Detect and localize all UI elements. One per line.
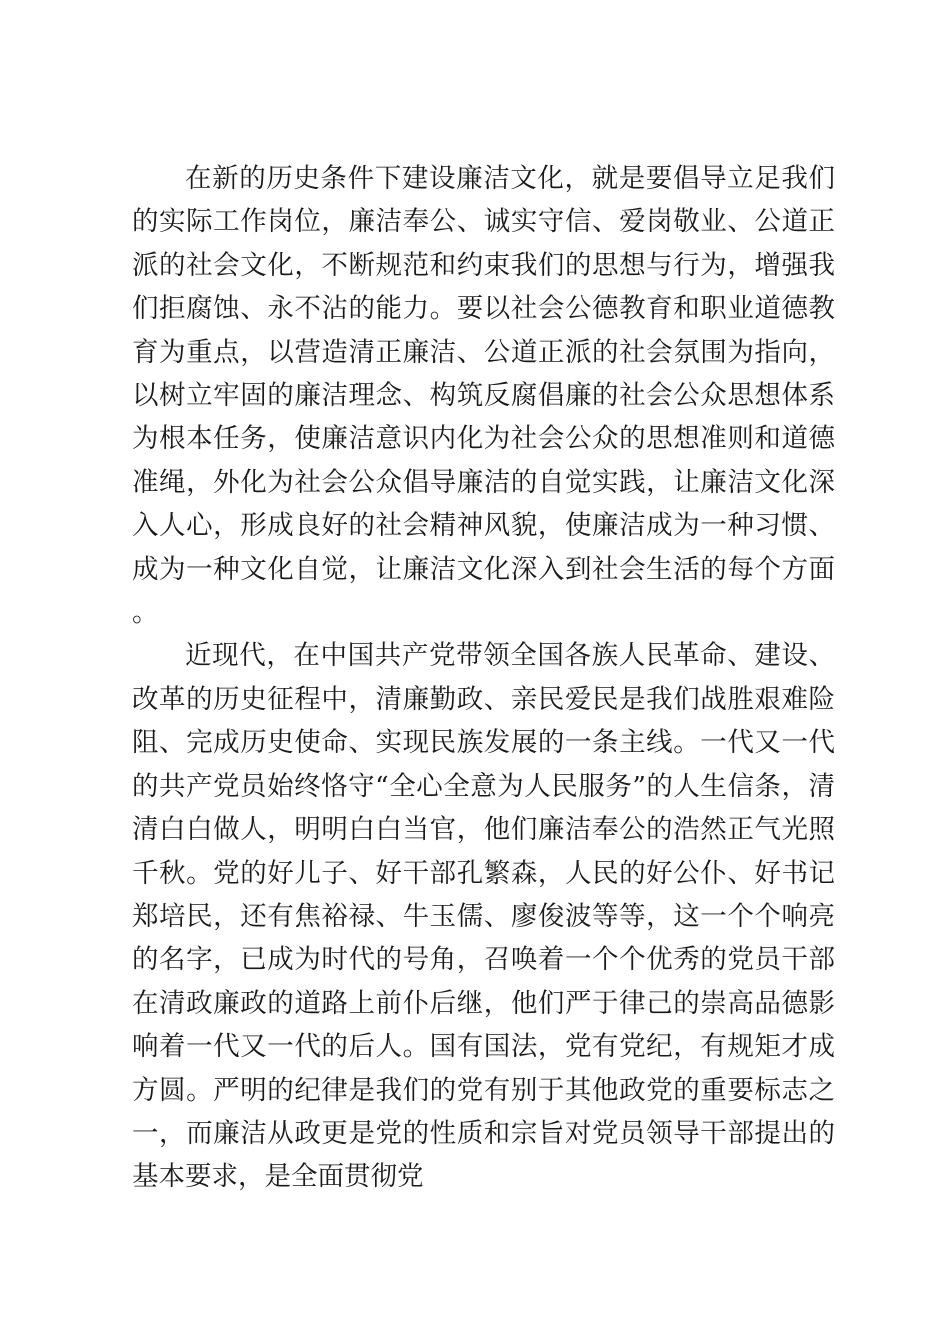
paragraph-1: 在新的历史条件下建设廉洁文化，就是要倡导立足我们的实际工作岗位，廉洁奉公、诚实守信、爱岗敬业、公道正派的社会文化，不断规范和约束我们的思想与行为，增强我们拒腐蚀、永不沾的能力。要以社会公德教育和职业道德教育为重点，以营造清正廉洁、公道正派的社会氛围为指向，以树立牢固的廉洁理念、构筑反腐倡廉的社会公众思想体系为根本任务，使廉洁意识内化为社会公众的思想准则和道德准绳，外化为社会公众倡导廉洁的自觉实践，让廉洁文化深入人心，形成良好的社会精神风貌，使廉洁成为一种习惯、成为一种文化自觉，让廉洁文化深入到社会生活的每个方面。 <box>132 163 835 629</box>
document-body <box>132 157 835 1199</box>
paragraph-2: 近现代，在中国共产党带领全国各族人民革命、建设、改革的历史征程中，清廉勤政、亲民爱民是我们战胜艰难险阻、完成历史使命、实现民族发展的一条主线。一代又一代的共产党员始终恪守“全心全意为人民服务”的人生信条，清清白白做人，明明白白当官，他们廉洁奉公的浩然正气光照千秋。党的好儿子、好干部孔繁森，人民的好公仆、好书记郑培民，还有焦裕禄、牛玉儒、廖俊波等等，这一个个响亮的名字，已成为时代的号角，召唤着一个个优秀的党员干部在清政廉政的道路上前仆后继，他们严于律己的崇高品德影响着一代又一代的后人。国有国法，党有党纪，有规矩才成方圆。严明的纪律是我们的党有别于其他政党的重要标志之一，而廉洁从政更是党的性质和宗旨对党员领导干部提出的基本要求，是全面贯彻党 <box>132 640 835 1193</box>
